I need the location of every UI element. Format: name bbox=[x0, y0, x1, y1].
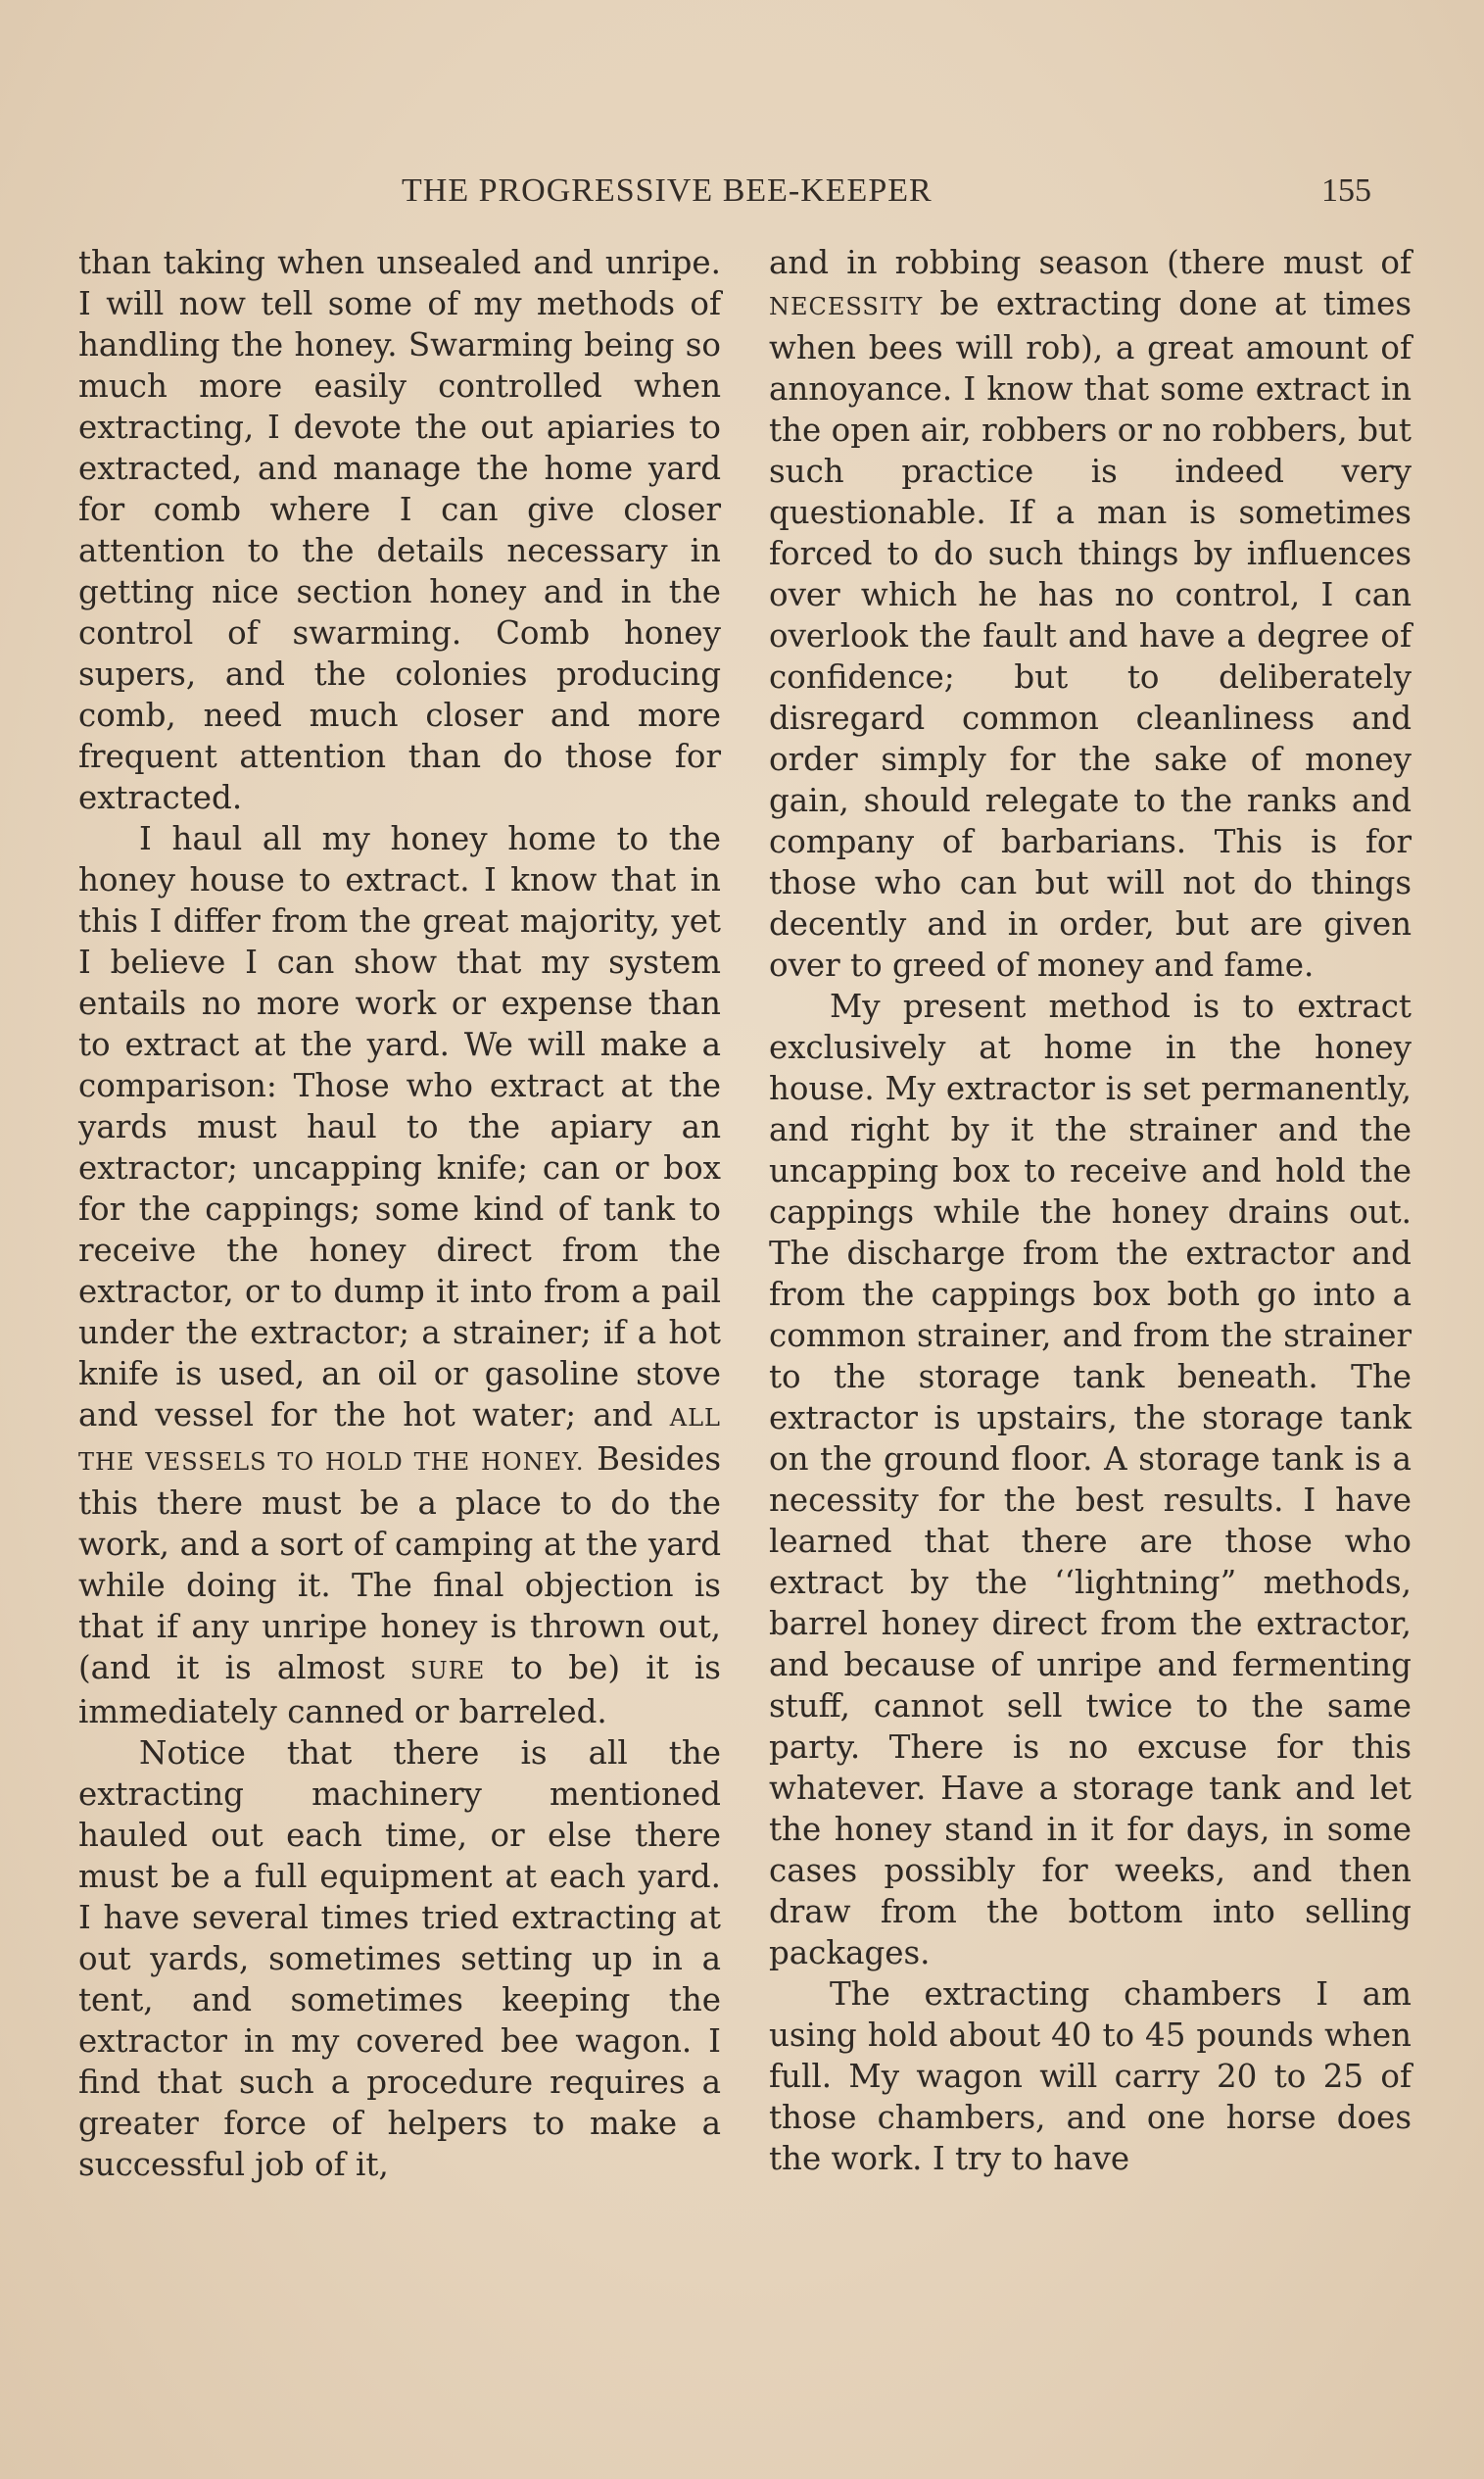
left-column bbox=[78, 242, 721, 2185]
right-column bbox=[769, 242, 1412, 2179]
left-paragraph-2 bbox=[78, 818, 721, 1732]
left-paragraph-2-text-c: to be) it is immediately canned or barreled. bbox=[78, 1649, 721, 1730]
right-paragraph-3: The extracting chambers I am using hold about 40 to 45 pounds when full. My wagon will carry 20 to 25 of those chambers, and one horse does the work. I try to have bbox=[769, 1975, 1412, 2177]
right-paragraph-1-text-a: and in robbing season (there must of bbox=[769, 244, 1412, 281]
right-paragraph-1-text-b: be extracting done at times when bees will rob), a great amount of annoyance. I know that some extract in the open air, robbers or no robbers, but such practice is indeed very questionable. If a man is sometimes forced to do such things by influences over which he has no control, I can overlook the fault and have a degree of confidence; but to deliberately disregard common cleanliness and order simply for the sake of money gain, should relegate to the ranks and company of barbarians. This is for those who can but will not do things decently and in order, but are given over to greed of money and fame. bbox=[769, 285, 1412, 984]
page-header bbox=[78, 172, 1371, 221]
page-number: 155 bbox=[1321, 172, 1371, 209]
left-paragraph-2-text-b: Besides this there must be a place to do the work, and a sort of camping at the yard while doing it. The final objection is that if any unripe honey is thrown out, (and it is almost bbox=[78, 1440, 721, 1686]
right-paragraph-1 bbox=[769, 242, 1412, 986]
small-caps-phrase: ALL THE VESSELS TO HOLD THE HONEY. bbox=[78, 1404, 721, 1476]
running-title: THE PROGRESSIVE BEE-KEEPER bbox=[402, 172, 933, 209]
left-paragraph-1: than taking when unsealed and unripe. I will now tell some of my methods of handling the honey. Swarming being so much more easily controlled when extracting, I devote the out apiaries to extracted, and manage the home yard for comb where I can give closer attention to the details necessary in getting nice section honey and in the control of swarming. Comb honey supers, and the colonies producing comb, need much closer and more frequent attention than do those for extracted. bbox=[78, 244, 721, 816]
left-paragraph-2-text-a: I haul all my honey home to the honey house to extract. I know that in this I differ from the great majority, yet I believe I can show that my system entails no more work or expense than to extract at the yard. We will make a comparison: Those who extract at the yards must haul to the apiary an extractor; uncapping knife; can or box for the cappings; some kind of tank to receive the honey direct from the extractor, or to dump it into from a pail under the extractor; a strainer; if a hot knife is used, an oil or gasoline stove and vessel for the hot water; and bbox=[78, 820, 721, 1434]
left-paragraph-3: Notice that there is all the extracting machinery mentioned hauled out each time, or else there must be a full equipment at each yard. I have several times tried extracting at out yards, sometimes setting up in a tent, and sometimes keeping the extractor in my covered bee wagon. I find that such a procedure requires a greater force of helpers to make a successful job of it, bbox=[78, 1734, 721, 2183]
right-paragraph-2: My present method is to extract exclusively at home in the honey house. My extractor is set permanently, and right by it the strainer and the uncapping box to receive and hold the cappings while the honey drains out. The discharge from the extractor and from the cappings box both go into a common strainer, and from the strainer to the storage tank beneath. The extractor is upstairs, the storage tank on the ground floor. A storage tank is a necessity for the best results. I have learned that there are those who extract by the ‘‘lightning” methods, barrel honey direct from the extractor, and because of unripe and fermenting stuff, cannot sell twice to the same party. There is no excuse for this whatever. Have a storage tank and let the honey stand in it for days, in some cases possibly for weeks, and then draw from the bottom into selling packages. bbox=[769, 988, 1412, 1971]
small-caps-word: SURE bbox=[410, 1657, 486, 1684]
small-caps-word: NECESSITY bbox=[769, 293, 924, 320]
